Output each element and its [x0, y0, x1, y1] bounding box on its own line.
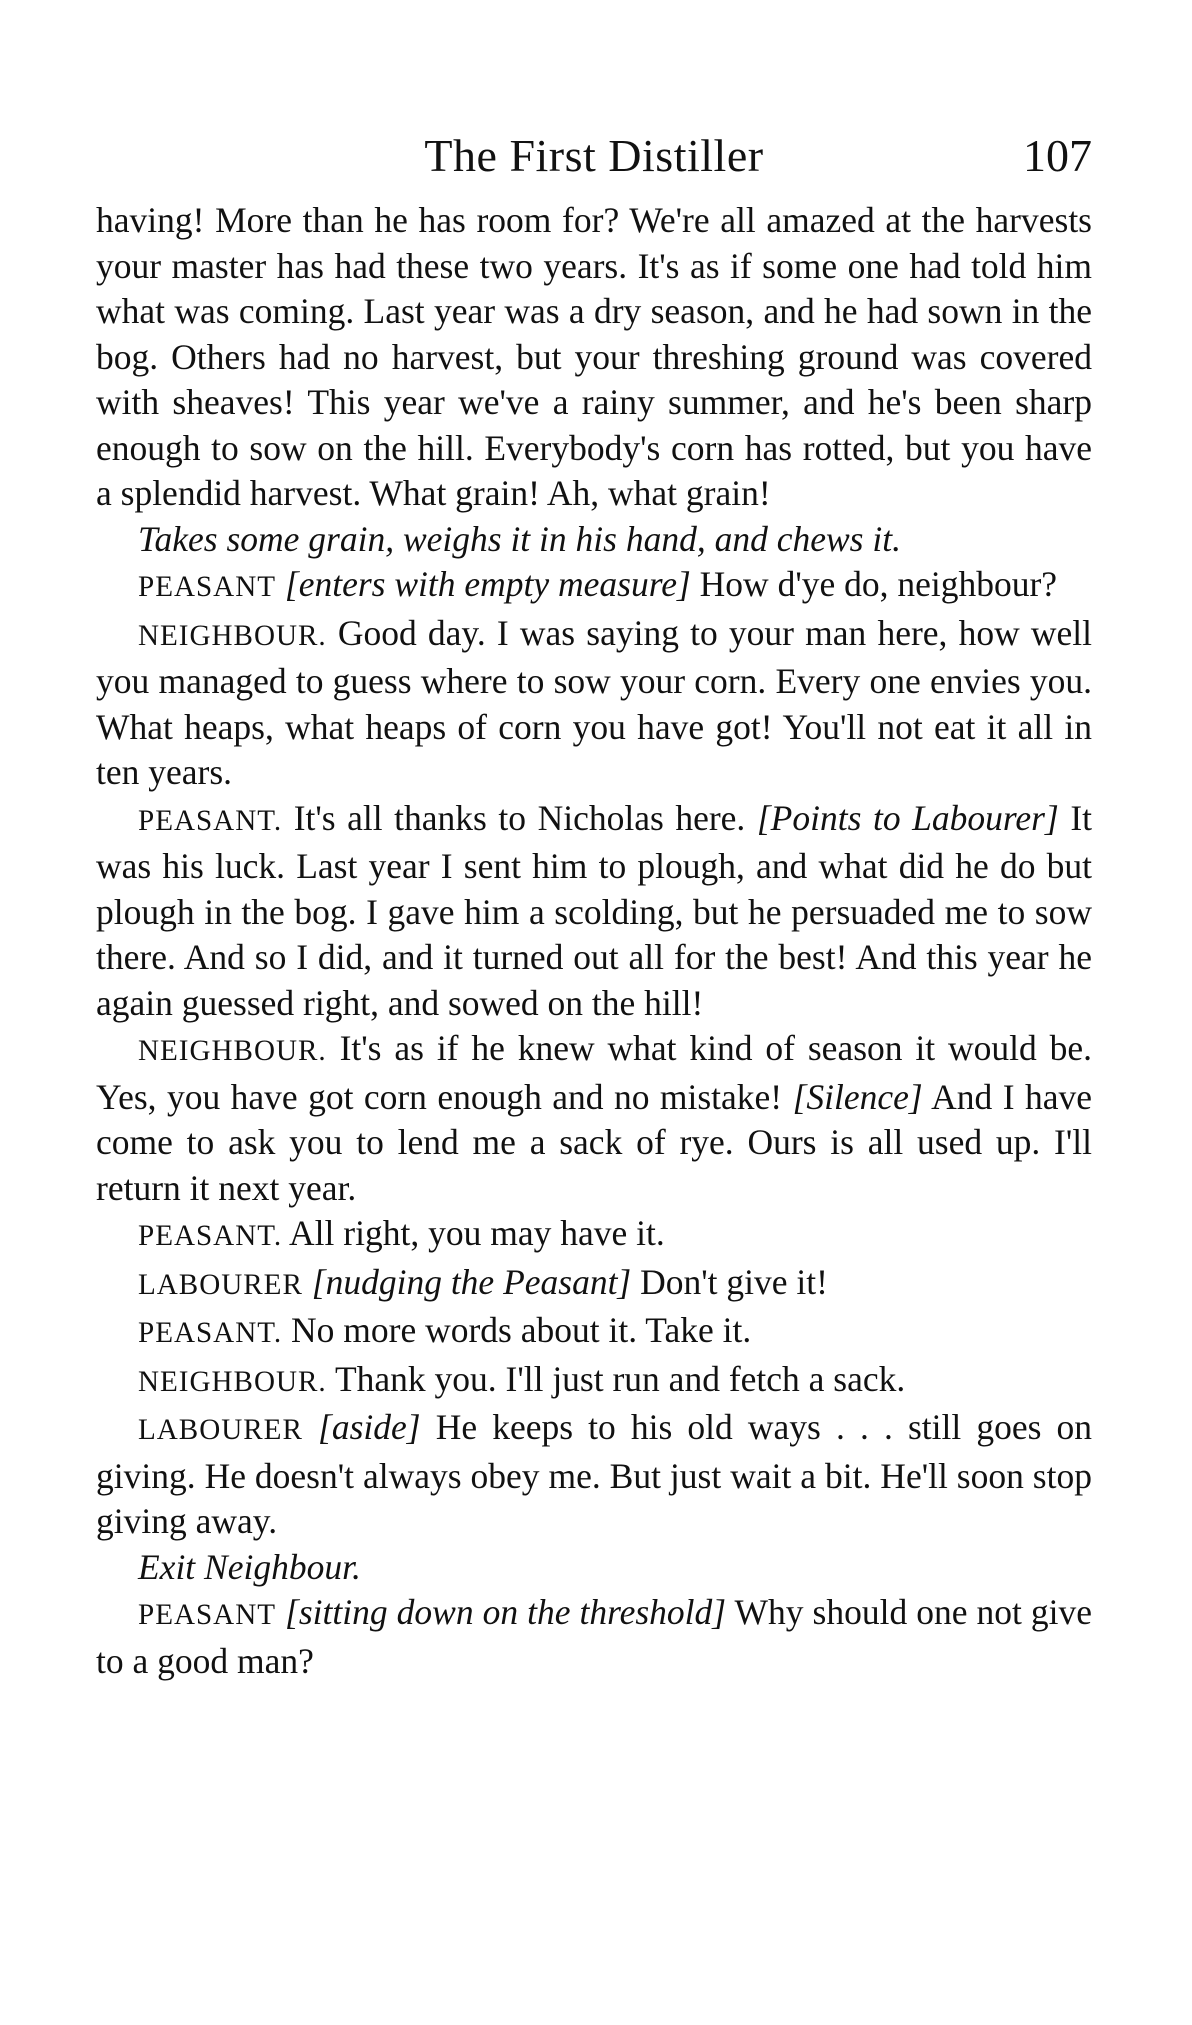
- inline-direction: [aside]: [318, 1407, 421, 1447]
- inline-direction: [sitting down on the threshold]: [285, 1592, 727, 1632]
- speaker-name: PEASANT.: [138, 804, 283, 837]
- speaker-name: LABOURER: [138, 1268, 303, 1301]
- dialogue-text: Why should one not give to a good man?: [96, 1592, 1093, 1681]
- speaker-name: NEIGHBOUR.: [138, 1035, 327, 1067]
- dialogue-text: He keeps to his old ways . . . still goes on giving. He doesn't always obey me. But just wait a bit. He'll soon stop giving away.: [96, 1407, 1093, 1541]
- dialogue-text-continued: It was his luck. Last year I sent him to plough, and what did he do but plough in the bog. I gave him a scolding, but he persuaded me to sow there. And so I did, and it turned out all for the best! And this year he again guessed right, and sowed on the hill!: [96, 797, 1093, 1023]
- dialogue-paragraph: [96, 1211, 1092, 1260]
- dialogue-text: having! More than he has room for? We're all amazed at the harvests your master has had these two years. It's as if some one had told him what was coming. Last year was a dry season, and he had sown in the bog. Others had no harvest, but your threshing ground was covered with sheaves! This year we've a rainy summer, and he's been sharp enough to sow on the hill. Everybody's corn has rotted, but you have a splendid harvest. What grain! Ah, what grain!: [96, 200, 1092, 513]
- dialogue-paragraph: [96, 611, 1092, 796]
- running-title: The First Distiller: [424, 130, 764, 181]
- play-text: [96, 198, 1092, 1684]
- speaker-name: NEIGHBOUR.: [138, 619, 327, 652]
- page-header: [96, 126, 1092, 186]
- dialogue-text: It's all thanks to Nicholas here.: [293, 797, 746, 838]
- dialogue-paragraph: [96, 1357, 1092, 1406]
- dialogue-paragraph: [96, 1260, 1092, 1309]
- paragraph-continuation: [96, 198, 1092, 517]
- dialogue-paragraph: [96, 562, 1092, 611]
- page-number: 107: [1023, 130, 1092, 181]
- speaker-name: PEASANT.: [138, 1317, 283, 1349]
- dialogue-paragraph: [96, 1590, 1092, 1684]
- stage-direction: [96, 517, 1092, 563]
- dialogue-text: No more words about it. Take it.: [291, 1310, 752, 1350]
- speaker-name: NEIGHBOUR.: [138, 1365, 327, 1398]
- stage-direction-text: Takes some grain, weighs it in his hand, and chews it.: [138, 518, 901, 559]
- dialogue-paragraph: [96, 796, 1092, 1027]
- inline-direction: [nudging the Peasant]: [311, 1261, 632, 1302]
- dialogue-text-continued: And I have come to ask you to lend me a sack of rye. Ours is all used up. I'll return it next year.: [96, 1076, 1092, 1208]
- stage-direction: [96, 1545, 1092, 1591]
- dialogue-text: How d'ye do, neighbour?: [699, 564, 1058, 604]
- dialogue-paragraph: [96, 1308, 1092, 1357]
- speaker-name: PEASANT.: [138, 1220, 283, 1252]
- inline-direction: [enters with empty measure]: [284, 564, 691, 604]
- dialogue-text: It's as if he knew what kind of season it would be. Yes, you have got corn enough and no mistake!: [96, 1028, 1093, 1117]
- dialogue-text: Don't give it!: [640, 1261, 828, 1302]
- stage-direction-text: Exit Neighbour.: [138, 1546, 361, 1587]
- inline-direction: [Silence]: [792, 1076, 923, 1117]
- dialogue-text: Thank you. I'll just run and fetch a sack.: [334, 1358, 906, 1399]
- speaker-name: PEASANT: [138, 571, 277, 603]
- dialogue-text: Good day. I was saying to your man here, how well you managed to guess where to sow your corn. Every one envies you. What heaps, what heaps of corn you have got! You'll not eat it all in ten years.: [96, 612, 1093, 792]
- speaker-name: LABOURER: [138, 1414, 303, 1446]
- speaker-name: PEASANT: [138, 1599, 277, 1631]
- dialogue-paragraph: [96, 1026, 1092, 1211]
- dialogue-text: All right, you may have it.: [289, 1213, 665, 1253]
- inline-direction: [Points to Labourer]: [756, 797, 1059, 838]
- dialogue-paragraph: [96, 1405, 1092, 1545]
